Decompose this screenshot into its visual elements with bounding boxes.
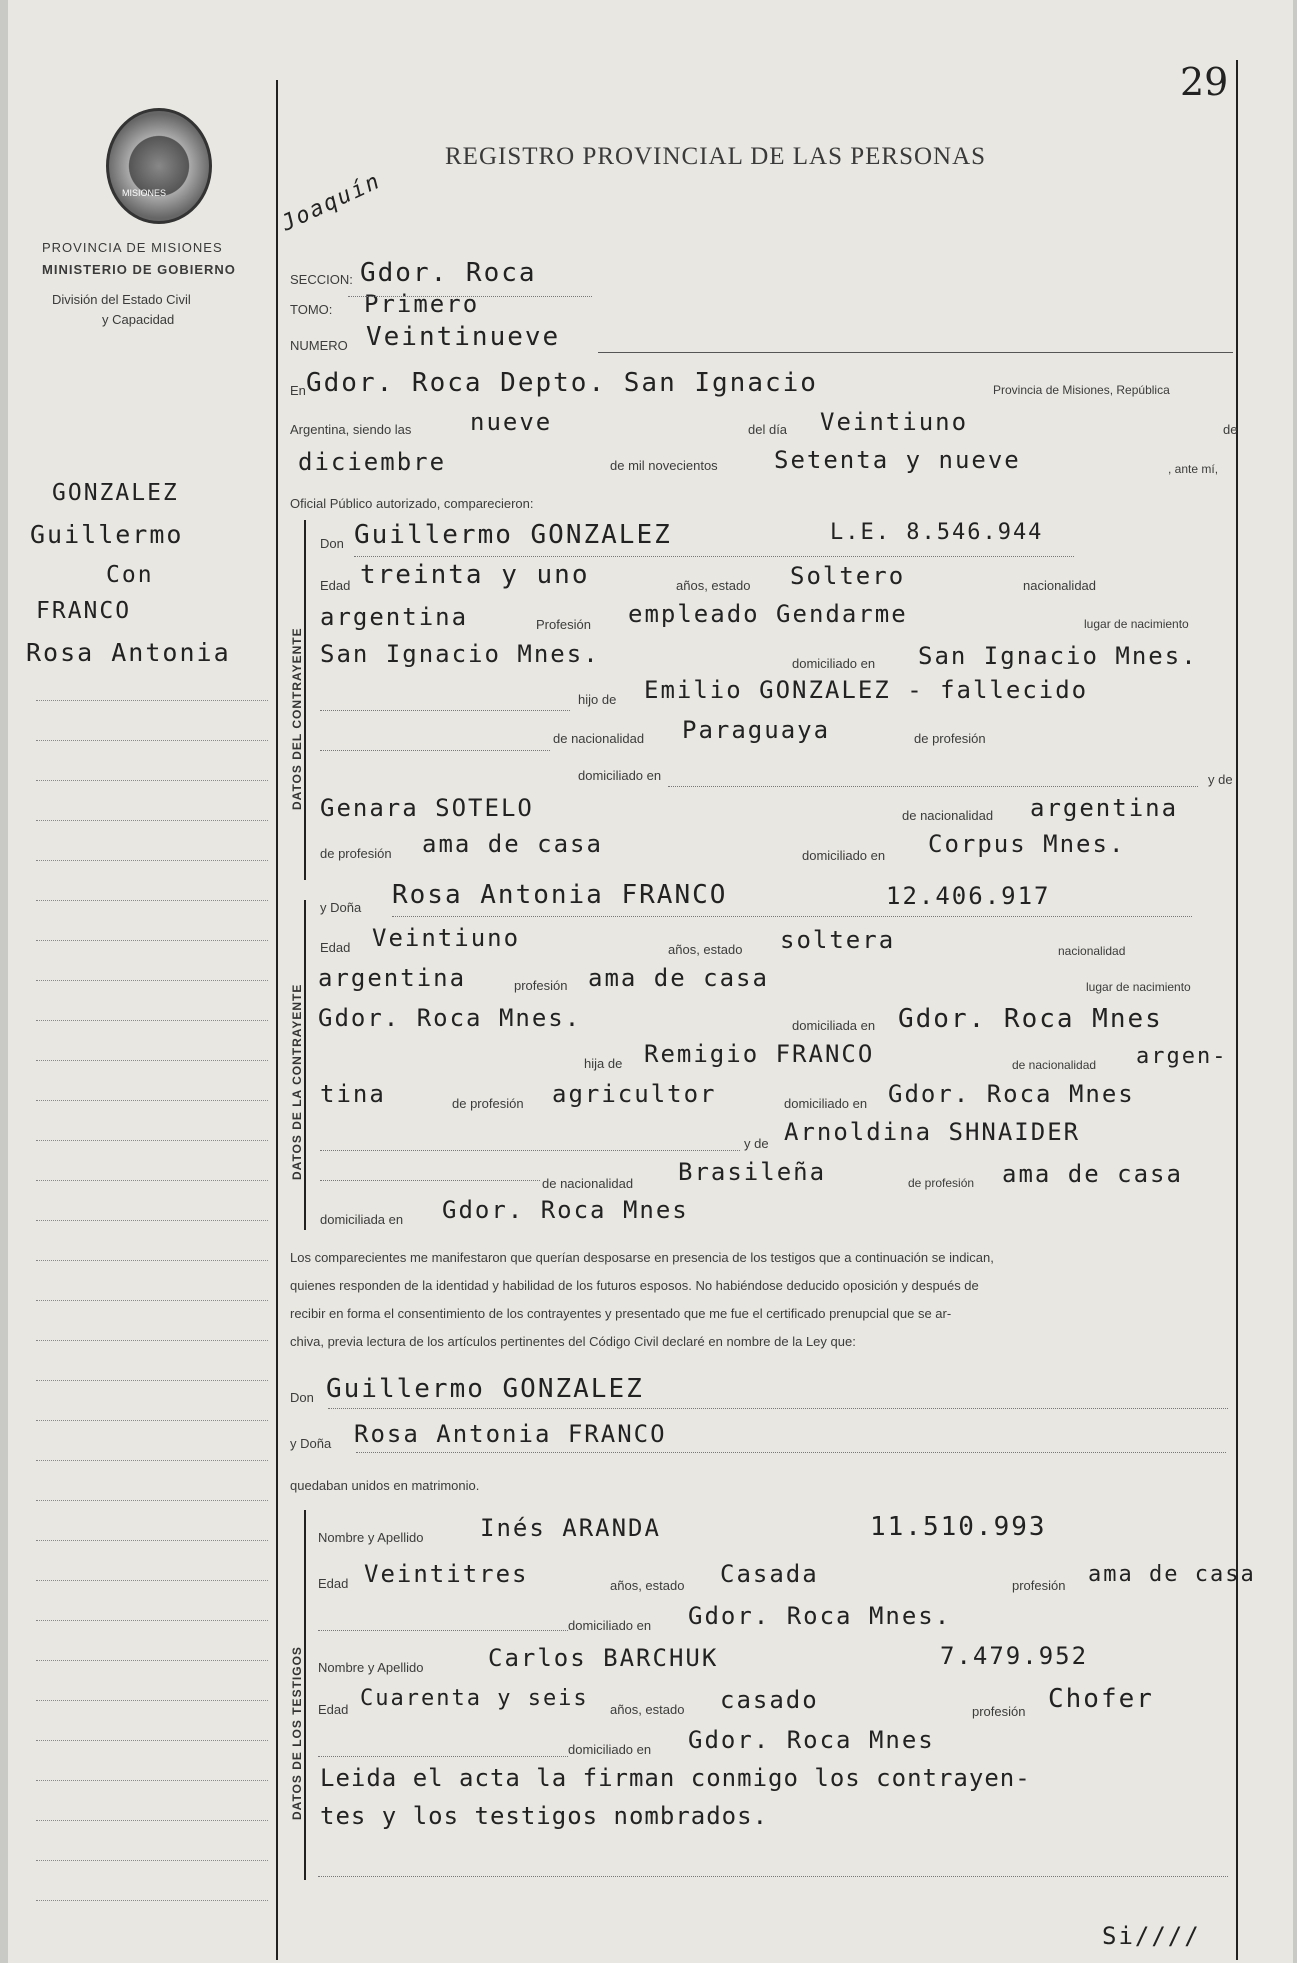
- madre-f-dom: Gdor. Roca Mnes: [442, 1196, 689, 1224]
- novia-edad: Veintiuno: [372, 924, 521, 952]
- quedaban-label: quedaban unidos en matrimonio.: [290, 1478, 480, 1493]
- division-label: División del Estado Civil: [52, 292, 191, 307]
- lugar-value: Gdor. Roca Depto. San Ignacio: [306, 368, 818, 398]
- t1-prof: ama de casa: [1088, 1562, 1256, 1587]
- anos-estado-label: años, estado: [676, 578, 751, 593]
- seal-emblem-icon: [106, 108, 212, 224]
- madre-name: Genara SOTELO: [320, 794, 534, 822]
- de-label: de: [1223, 422, 1238, 437]
- domiciliado-label-2: domiciliado en: [578, 768, 662, 783]
- madre-f-nac: Brasileña: [678, 1158, 827, 1186]
- nombre-label-2: Nombre y Apellido: [318, 1660, 424, 1675]
- t2-prof: Chofer: [1048, 1684, 1154, 1714]
- anos-estado-label-3: años, estado: [610, 1578, 685, 1593]
- hija-de-label: hija de: [584, 1056, 623, 1071]
- domiciliado-label-5: domiciliado en: [568, 1618, 652, 1633]
- madre-dom: Corpus Mnes.: [928, 830, 1126, 858]
- y-dona-label: y Doña: [320, 900, 362, 915]
- anos-estado-label-2: años, estado: [668, 942, 743, 957]
- novio-dom: San Ignacio Mnes.: [918, 642, 1198, 670]
- datos-testigos-label: DATOS DE LOS TESTIGOS: [290, 1646, 304, 1820]
- closing-line-1: Leida el acta la firman conmigo los contrayen-: [320, 1764, 1031, 1792]
- novia-dom: Gdor. Roca Mnes: [898, 1004, 1163, 1034]
- novio-le: L.E. 8.546.944: [830, 520, 1044, 545]
- de-nacionalidad-label-2: de nacionalidad: [902, 808, 994, 823]
- padre-f-name: Remigio FRANCO: [644, 1040, 875, 1068]
- novia-prof: ama de casa: [588, 964, 769, 992]
- capacity-label: y Capacidad: [102, 312, 175, 327]
- tomo-label: TOMO:: [290, 302, 333, 317]
- domiciliado-label-6: domiciliado en: [568, 1742, 652, 1757]
- right-rule: [1236, 60, 1238, 1960]
- nacionalidad-label-2: nacionalidad: [1058, 944, 1126, 958]
- t1-estado: Casada: [720, 1560, 819, 1588]
- de-nacionalidad-label: de nacionalidad: [553, 731, 645, 746]
- profesion-label: Profesión: [536, 617, 591, 632]
- domiciliado-label-3: domiciliado en: [802, 848, 886, 863]
- don-final: Guillermo GONZALEZ: [326, 1374, 644, 1404]
- margin-name-2: Guillermo: [30, 520, 184, 549]
- seccion-label: SECCION:: [290, 272, 353, 287]
- anos-estado-label-4: años, estado: [610, 1702, 685, 1717]
- nacionalidad-label: nacionalidad: [1023, 578, 1097, 593]
- padre-name: Emilio GONZALEZ - fallecido: [644, 676, 1089, 704]
- document-page: [8, 0, 1293, 1963]
- margin-name-4: FRANCO: [36, 598, 132, 624]
- profesion-label-3: profesión: [1012, 1578, 1066, 1593]
- oficial-label: Oficial Público autorizado, comparecieron:: [290, 496, 534, 511]
- argentina-label: Argentina, siendo las: [290, 422, 412, 437]
- padre-f-nac: argen-: [1136, 1044, 1228, 1069]
- t2-estado: casado: [720, 1686, 819, 1714]
- de-nacionalidad-label-3: de nacionalidad: [1012, 1058, 1097, 1072]
- y-de-label: y de: [1208, 772, 1233, 787]
- datos-contrayente-label: DATOS DEL CONTRAYENTE: [290, 627, 304, 810]
- domiciliado-label: domiciliado en: [792, 656, 876, 671]
- closing-line-2: tes y los testigos nombrados.: [320, 1802, 769, 1830]
- profesion-label-4: profesión: [972, 1704, 1026, 1719]
- y-de-label-2: y de: [744, 1136, 769, 1151]
- t1-name: Inés ARANDA: [480, 1514, 661, 1542]
- seccion-value: Gdor. Roca: [360, 258, 537, 288]
- t1-doc: 11.510.993: [870, 1512, 1047, 1542]
- edad-label: Edad: [320, 578, 351, 593]
- margin-name-5: Rosa Antonia: [26, 638, 231, 667]
- declaration-line-2: quienes responden de la identidad y habilidad de los futuros esposos. No habiéndose deducido oposición y después de: [290, 1278, 979, 1293]
- del-dia-label: del día: [748, 422, 788, 437]
- lugar-nac-label-2: lugar de nacimiento: [1086, 980, 1191, 994]
- y-dona-label-2: y Doña: [290, 1436, 332, 1451]
- hijo-de-label: hijo de: [578, 692, 617, 707]
- novia-estado: soltera: [780, 926, 896, 954]
- madre-nac: argentina: [1030, 794, 1179, 822]
- padre-f-prof: agricultor: [552, 1080, 717, 1108]
- t2-dom: Gdor. Roca Mnes: [688, 1726, 935, 1754]
- novio-prof: empleado Gendarme: [628, 600, 908, 628]
- de-profesion-label-4: de profesión: [908, 1176, 975, 1190]
- dia-value: Veintiuno: [820, 408, 969, 436]
- declaration-line-4: chiva, previa lectura de los artículos pertinentes del Código Civil declaré en nombre de la Ley que:: [290, 1334, 856, 1349]
- edad-label-4: Edad: [318, 1702, 349, 1717]
- ministry-label: MINISTERIO DE GOBIERNO: [42, 262, 236, 277]
- datos-contrayente-f-label: DATOS DE LA CONTRAYENTE: [290, 983, 304, 1180]
- seal-text: MISIONES: [122, 188, 167, 198]
- t1-dom: Gdor. Roca Mnes.: [688, 1602, 952, 1630]
- novio-estado: Soltero: [790, 562, 906, 590]
- de-profesion-label-3: de profesión: [452, 1096, 524, 1111]
- novia-doc: 12.406.917: [886, 882, 1051, 910]
- don-label-2: Don: [290, 1390, 314, 1405]
- domiciliada-label: domiciliada en: [792, 1018, 876, 1033]
- novia-nac: argentina: [318, 964, 467, 992]
- anio-value: Setenta y nueve: [774, 446, 1021, 474]
- t2-edad: Cuarenta y seis: [360, 1686, 589, 1711]
- madre-f-name: Arnoldina SHNAIDER: [784, 1118, 1081, 1146]
- novio-edad: treinta y uno: [360, 560, 590, 590]
- novio-nac: argentina: [320, 603, 469, 631]
- nombre-label-1: Nombre y Apellido: [318, 1530, 424, 1545]
- madre-f-prof: ama de casa: [1002, 1160, 1183, 1188]
- de-mil-label: de mil novecientos: [610, 458, 718, 473]
- numero-label: NUMERO: [290, 338, 348, 353]
- domiciliada-label-2: domiciliada en: [320, 1212, 404, 1227]
- province-label: PROVINCIA DE MISIONES: [42, 240, 223, 255]
- dona-final: Rosa Antonia FRANCO: [354, 1420, 667, 1448]
- de-profesion-label: de profesión: [914, 731, 986, 746]
- margin-rule: [276, 80, 278, 1960]
- padre-nac: Paraguaya: [682, 716, 831, 744]
- novia-lugar: Gdor. Roca Mnes.: [318, 1004, 582, 1032]
- t1-edad: Veintitres: [364, 1560, 529, 1588]
- novia-name: Rosa Antonia FRANCO: [392, 880, 728, 910]
- don-label: Don: [320, 536, 344, 551]
- profesion-label-2: profesión: [514, 978, 568, 993]
- numero-value: Veintinueve: [366, 322, 561, 352]
- edad-label-2: Edad: [320, 940, 351, 955]
- margin-name-3: Con: [106, 562, 154, 588]
- en-label: En: [290, 383, 306, 398]
- t2-doc: 7.479.952: [940, 1642, 1089, 1670]
- padre-f-dom: Gdor. Roca Mnes: [888, 1080, 1135, 1108]
- t2-name: Carlos BARCHUK: [488, 1644, 719, 1672]
- tomo-value: Primero: [364, 290, 480, 318]
- declaration-line-1: Los comparecientes me manifestaron que querían desposarse en presencia de los testigos que a continuación se indican,: [290, 1250, 994, 1265]
- de-profesion-label-2: de profesión: [320, 846, 392, 861]
- madre-prof: ama de casa: [422, 830, 603, 858]
- padre-f-nac2: tina: [320, 1080, 386, 1108]
- novio-lugar: San Ignacio Mnes.: [320, 640, 600, 668]
- mes-value: diciembre: [298, 448, 447, 476]
- novio-name: Guillermo GONZALEZ: [354, 520, 672, 550]
- domiciliado-label-4: domiciliado en: [784, 1096, 868, 1111]
- page-number: 29: [1180, 60, 1229, 104]
- firma: Si////: [1102, 1922, 1201, 1950]
- declaration-line-3: recibir en forma el consentimiento de los contrayentes y presentado que me fue el certificado prenupcial que se ar-: [290, 1306, 952, 1321]
- margin-name-1: GONZALEZ: [52, 480, 179, 506]
- de-nacionalidad-label-4: de nacionalidad: [542, 1176, 634, 1191]
- edad-label-3: Edad: [318, 1576, 349, 1591]
- document-title: REGISTRO PROVINCIAL DE LAS PERSONAS: [445, 143, 987, 170]
- ante-mi-label: , ante mí,: [1168, 462, 1219, 476]
- lugar-nac-label: lugar de nacimiento: [1084, 617, 1189, 631]
- signature-top: Joaquín: [277, 168, 386, 237]
- provincia-label: Provincia de Misiones, República: [993, 383, 1170, 397]
- hora-value: nueve: [470, 408, 553, 436]
